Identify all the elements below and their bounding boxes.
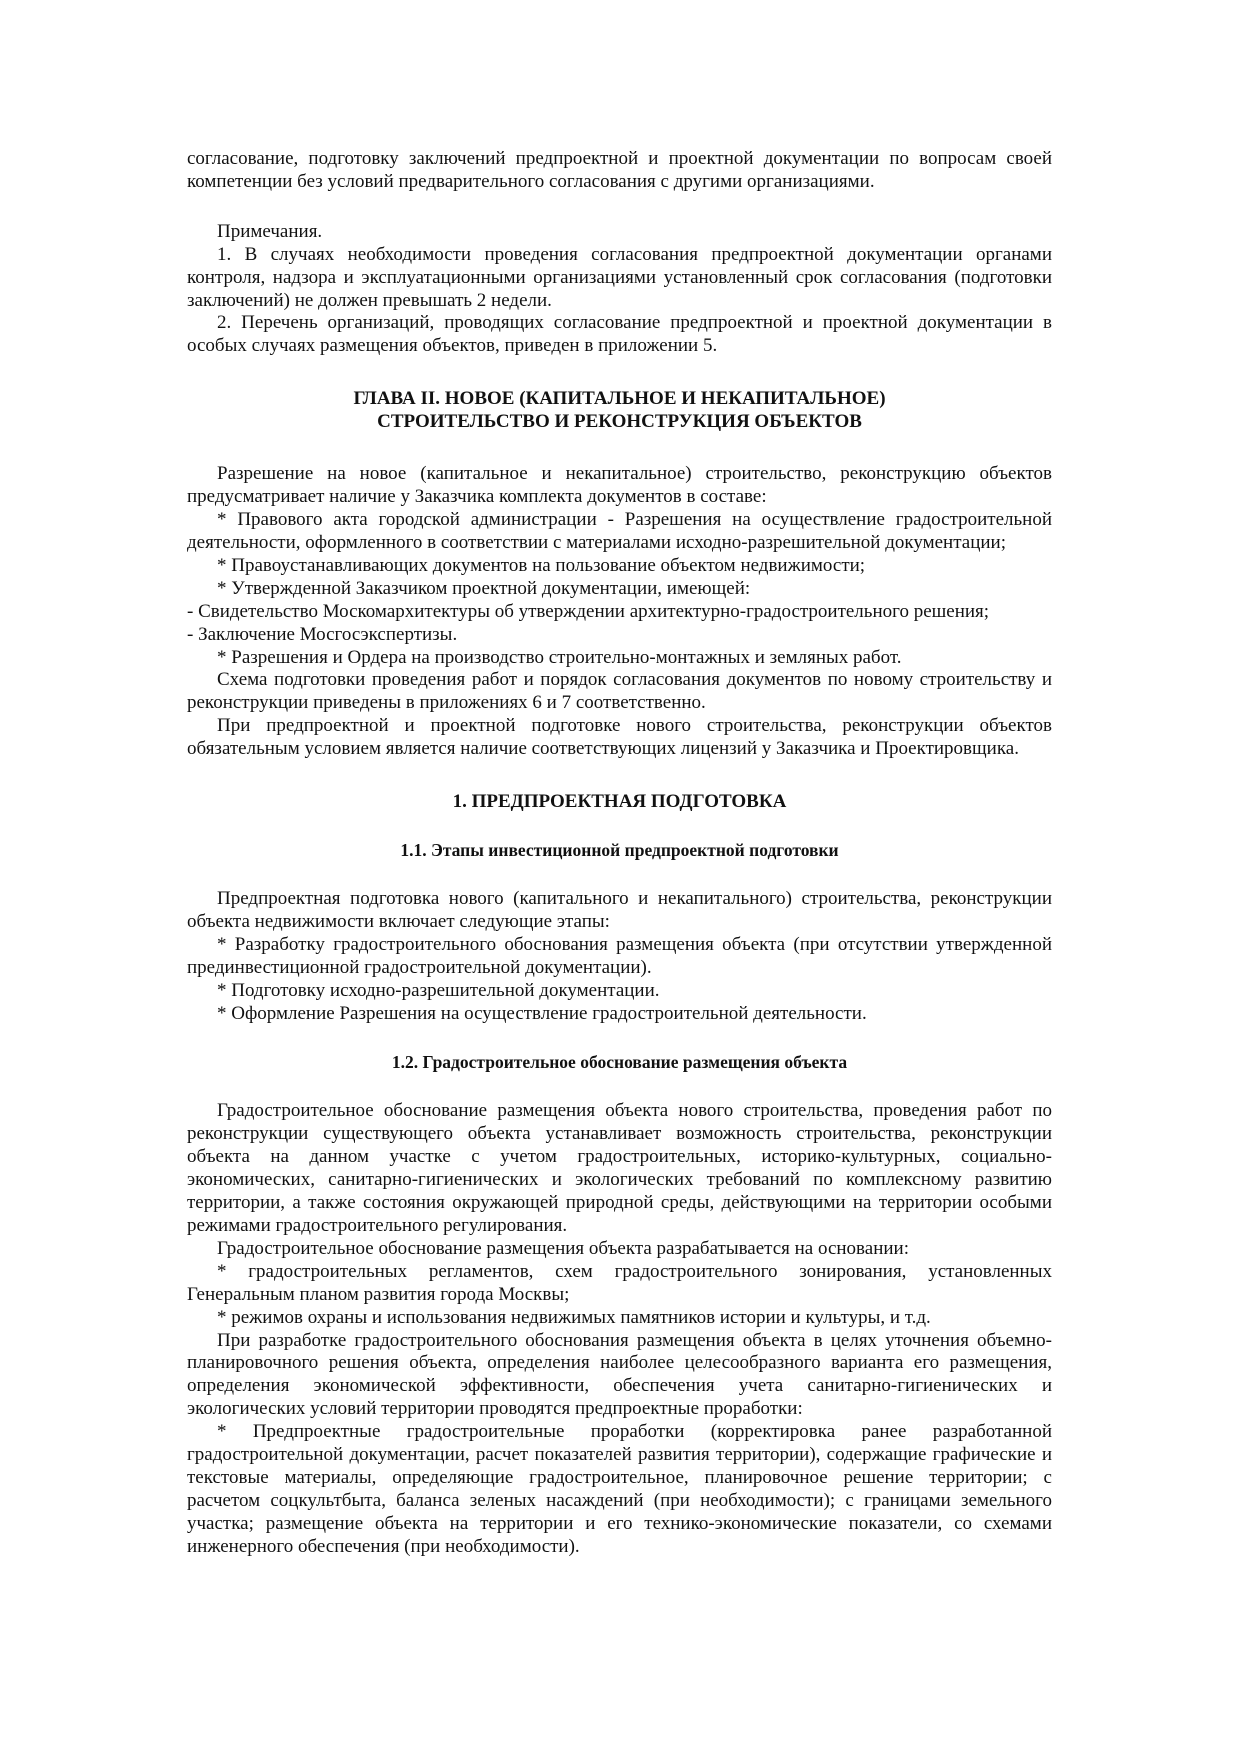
chapter-list-item: * Разрешения и Ордера на производство строительно-монтажных и земляных работ. <box>217 646 902 668</box>
note-item-2: 2. Перечень организаций, проводящих согласование предпроектной и проектной документации в особых случаях размещения объектов, приведен в приложении 5. <box>187 312 1052 357</box>
subsection-1-1-list-item: * Оформление Разрешения на осуществление градостроительной деятельности. <box>217 1002 867 1024</box>
chapter-sub-item: - Заключение Мосгосэкспертизы. <box>187 623 458 645</box>
subsection-1-1-list-item: * Подготовку исходно-разрешительной документации. <box>217 979 660 1001</box>
subsection-1-2-paragraph: При разработке градостроительного обоснования размещения объекта в целях уточнения объемно-планировочного решения объекта, определения наиболее целесообразного варианта его размещения, определения экономической эффективности, обеспечения учета санитарно-гигиенических и экологических условий территории проводятся предпроектные проработки: <box>187 1329 1052 1420</box>
subsection-1-2-list-item: * режимов охраны и использования недвижимых памятников истории и культуры, и т.д. <box>217 1306 931 1328</box>
subsection-1-1-paragraph: Предпроектная подготовка нового (капитального и некапитального) строительства, реконструкции объекта недвижимости включает следующие этапы: <box>187 888 1052 932</box>
chapter-heading-line-1: ГЛАВА II. НОВОЕ (КАПИТАЛЬНОЕ И НЕКАПИТАЛЬНОЕ) <box>353 388 886 410</box>
chapter-paragraph: Схема подготовки проведения работ и порядок согласования документов по новому строительству и реконструкции приведены в приложениях 6 и 7 соответственно. <box>187 669 1052 714</box>
chapter-heading-line-2: СТРОИТЕЛЬСТВО И РЕКОНСТРУКЦИЯ ОБЪЕКТОВ <box>377 411 862 433</box>
intro-paragraph: согласование, подготовку заключений предпроектной и проектной документации по вопросам своей компетенции без условий предварительного согласования с другими организациями. <box>187 148 1052 192</box>
chapter-list-item: * Утвержденной Заказчиком проектной документации, имеющей: <box>217 577 751 599</box>
section-1-heading: 1. ПРЕДПРОЕКТНАЯ ПОДГОТОВКА <box>452 791 787 813</box>
subsection-1-2-heading: 1.2. Градостроительное обоснование размещения объекта <box>391 1052 848 1073</box>
subsection-1-2-list-item: * градостроительных регламентов, схем градостроительного зонирования, установленных Генеральным планом развития города Москвы; <box>187 1260 1052 1305</box>
notes-title: Примечания. <box>217 220 323 242</box>
subsection-1-2-paragraph: Градостроительное обоснование размещения объекта нового строительства, проведения работ по реконструкции существующего объекта устанавливает возможность строительства, реконструкции объекта на данном участке с учетом градостроительных, историко-культурных, социально-экономических, санитарно-гигиенических и экологических требований по комплексному развитию территории, а также состояния окружающей природной среды, действующими на территории особыми режимами градостроительного регулирования. <box>187 1100 1052 1236</box>
document-page <box>187 148 1052 1559</box>
subsection-1-2-paragraph: Градостроительное обоснование размещения объекта разрабатывается на основании: <box>217 1237 909 1259</box>
subsection-1-2-list-item: * Предпроектные градостроительные проработки (корректировка ранее разработанной градостроительной документации, расчет показателей развития территории), содержащие графические и текстовые материалы, определяющие градостроительное, планировочное решение территории; с расчетом соцкультбыта, баланса зеленых насаждений (при необходимости); с границами земельного участка; размещение объекта на территории и его технико-экономические показатели, со схемами инженерного обеспечения (при необходимости). <box>187 1421 1052 1557</box>
subsection-1-1-heading: 1.1. Этапы инвестиционной предпроектной подготовки <box>400 840 839 861</box>
note-item-1: 1. В случаях необходимости проведения согласования предпроектной документации органами контроля, надзора и эксплуатационными организациями установленный срок согласования (подготовки заключений) не должен превышать 2 недели. <box>187 243 1052 311</box>
chapter-list-item: * Правового акта городской администрации - Разрешения на осуществление градостроительной деятельности, оформленного в соответствии с материалами исходно-разрешительной документации; <box>187 509 1052 553</box>
chapter-paragraph: Разрешение на новое (капитальное и некапитальное) строительство, реконструкцию объектов предусматривает наличие у Заказчика комплекта документов в составе: <box>187 463 1052 508</box>
chapter-heading <box>187 387 1052 433</box>
chapter-sub-item: - Свидетельство Москомархитектуры об утверждении архитектурно-градостроительного решения; <box>187 600 990 622</box>
chapter-list-item: * Правоустанавливающих документов на пользование объектом недвижимости; <box>217 554 866 576</box>
chapter-paragraph: При предпроектной и проектной подготовке нового строительства, реконструкции объектов обязательным условием является наличие соответствующих лицензий у Заказчика и Проектировщика. <box>187 715 1052 760</box>
subsection-1-1-list-item: * Разработку градостроительного обоснования размещения объекта (при отсутствии утвержденной прединвестиционной градостроительной документации). <box>187 933 1052 978</box>
